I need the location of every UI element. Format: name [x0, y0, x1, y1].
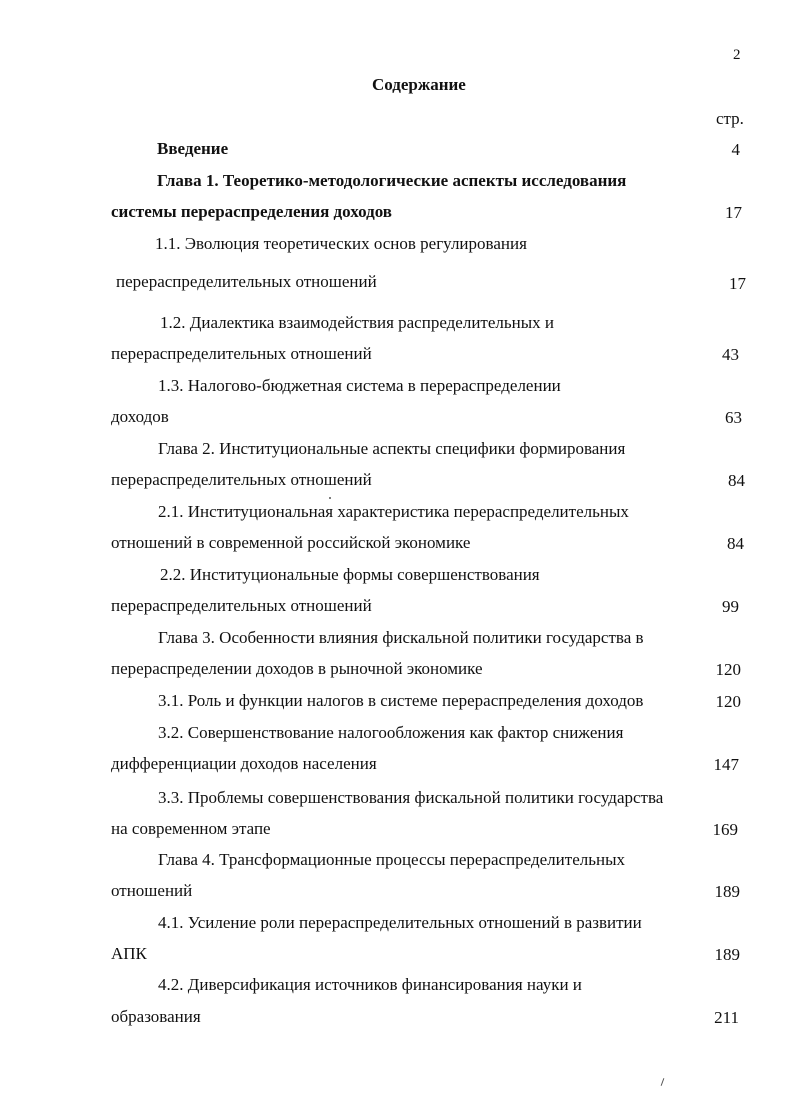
toc-entry-title: 1.3. Налогово-бюджетная система в перераспределении [158, 376, 561, 395]
toc-entry-title: 3.3. Проблемы совершенствования фискальной политики государства [158, 788, 664, 807]
toc-entry-title-cont: перераспределительных отношений [116, 272, 377, 291]
toc-entry-title: Глава 2. Институциональные аспекты специфики формирования [158, 439, 626, 458]
toc-entry-page: 17 [729, 274, 746, 293]
toc-entry-title-cont: АПК [111, 944, 147, 963]
toc-entry-title: 1.1. Эволюция теоретических основ регулирования [155, 234, 527, 253]
toc-entry-title-cont: отношений в современной российской экономике [111, 533, 471, 552]
toc-entry-title-cont: перераспределительных отношений [111, 344, 372, 363]
toc-entry-title: Введение [157, 139, 229, 158]
toc-entry-title-cont: системы перераспределения доходов [111, 202, 392, 221]
toc-entry-title: 3.1. Роль и функции налогов в системе перераспределения доходов [158, 691, 644, 710]
toc-entry-page: 147 [713, 755, 739, 774]
toc-entry-title-cont: отношений [111, 881, 193, 900]
toc-entry-page: 84 [727, 534, 744, 553]
toc-entry-title-cont: перераспределении доходов в рыночной экономике [111, 659, 483, 678]
toc-entry-page: 43 [722, 345, 739, 364]
toc-entry-page: 189 [714, 945, 740, 964]
toc-entry-page: 17 [725, 203, 742, 222]
toc-entry-page: 189 [714, 882, 740, 901]
toc-entry-page: 120 [715, 660, 741, 679]
toc-entry-title-cont: перераспределительных отношений [111, 596, 372, 615]
toc-entry-page: 84 [728, 471, 745, 490]
toc-entry-title: Глава 4. Трансформационные процессы перераспределительных [158, 850, 625, 869]
scan-speck [661, 1078, 665, 1086]
scan-speck [329, 497, 331, 499]
toc-entry-title: 4.2. Диверсификация источников финансирования науки и [158, 975, 582, 994]
toc-entry-title: 4.1. Усиление роли перераспределительных отношений в развитии [158, 913, 642, 932]
toc-entry-title: 2.2. Институциональные формы совершенствования [160, 565, 540, 584]
page-title: Содержание [372, 75, 466, 94]
toc-entry-page: 169 [712, 820, 738, 839]
toc-entry-title: Глава 3. Особенности влияния фискальной политики государства в [158, 628, 644, 647]
toc-entry-title-cont: на современном этапе [111, 819, 271, 838]
toc-entry-title: 3.2. Совершенствование налогообложения как фактор снижения [158, 723, 624, 742]
toc-entry-page: 211 [714, 1008, 739, 1027]
toc-entry-page: 120 [715, 692, 741, 711]
toc-entry-title: 1.2. Диалектика взаимодействия распределительных и [160, 313, 555, 332]
page-column-label: стр. [716, 109, 744, 128]
toc-entry-title-cont: доходов [111, 407, 169, 426]
toc-entry-page: 99 [722, 597, 739, 616]
toc-entry-page: 4 [731, 140, 740, 159]
toc-entry-title: 2.1. Институциональная характеристика перераспределительных [158, 502, 629, 521]
toc-entry-title-cont: перераспределительных отношений [111, 470, 372, 489]
toc-entry-title-cont: образования [111, 1007, 201, 1026]
toc-entry-title-cont: дифференциации доходов населения [111, 754, 377, 773]
toc-entry-title: Глава 1. Теоретико-методологические аспекты исследования [157, 171, 627, 190]
toc-entry-page: 63 [725, 408, 742, 427]
page-number: 2 [733, 47, 741, 63]
